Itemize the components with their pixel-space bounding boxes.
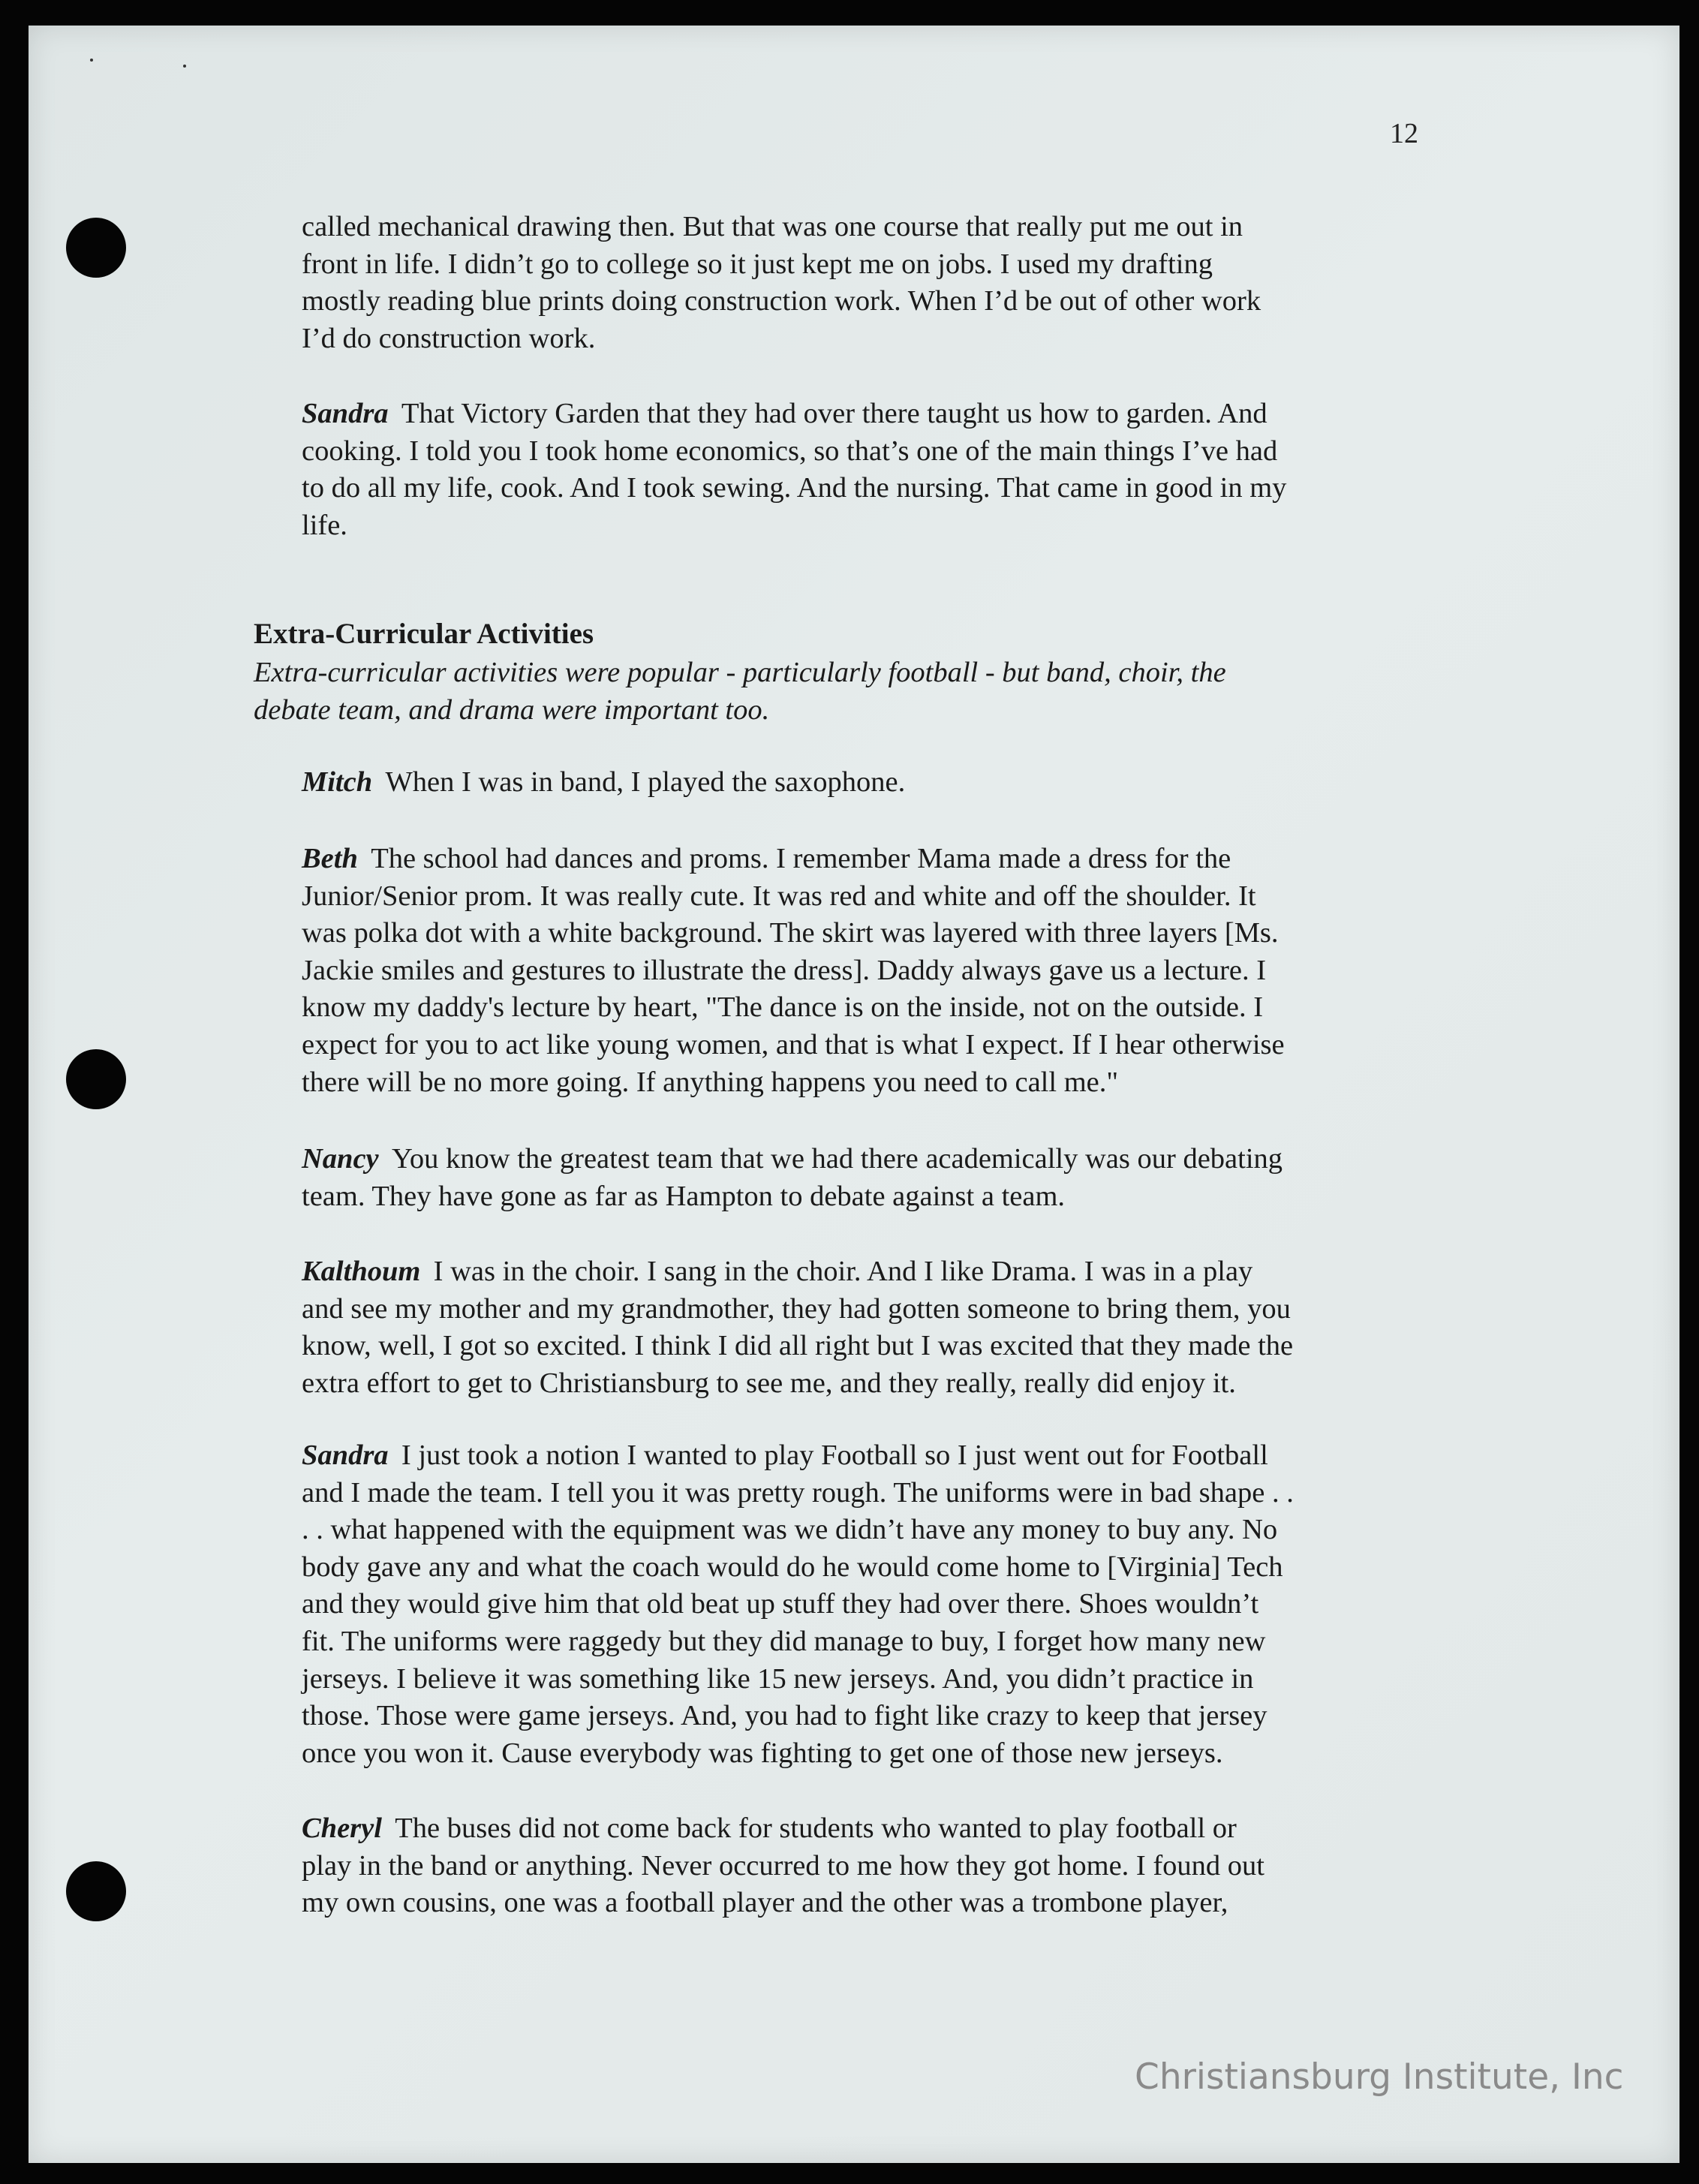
text-line: The buses did not come back for students who wanted to play football or xyxy=(395,1812,1237,1844)
speaker-name: Kalthoum xyxy=(302,1256,421,1287)
text-line: there will be no more going. If anything happens you need to call me." xyxy=(302,1066,1119,1098)
text-line: and I made the team. I tell you it was pretty rough. The uniforms were in bad shape . . xyxy=(302,1476,1294,1509)
text-line: called mechanical drawing then. But that was one course that really put me out in xyxy=(302,211,1243,242)
speaker-name: Beth xyxy=(302,843,358,874)
text-line: You know the greatest team that we had there academically was our debating xyxy=(391,1143,1283,1175)
text-line: The school had dances and proms. I remember Mama made a dress for the xyxy=(371,843,1231,874)
text-line: play in the band or anything. Never occurred to me how they got home. I found out xyxy=(302,1849,1265,1882)
text-line: That Victory Garden that they had over there taught us how to garden. And xyxy=(401,398,1267,429)
testimony-paragraph xyxy=(302,1253,1427,1402)
text-line: jerseys. I believe it was something like 15 new jerseys. And, you didn’t practice in xyxy=(302,1662,1254,1695)
speaker-name: Nancy xyxy=(302,1143,379,1175)
text-line: and see my mother and my grandmother, they had gotten someone to bring them, you xyxy=(302,1292,1291,1325)
section-intro xyxy=(254,654,1226,729)
testimony-paragraph xyxy=(302,764,1427,802)
punch-hole xyxy=(66,1049,126,1109)
text-line: know, well, I got so excited. I think I did all right but I was excited that they made the xyxy=(302,1330,1294,1362)
punch-hole xyxy=(66,218,126,278)
text-line: I just took a notion I wanted to play Football so I just went out for Football xyxy=(401,1439,1268,1471)
text-line: I was in the choir. I sang in the choir. And I like Drama. I was in a play xyxy=(433,1256,1253,1287)
speaker-name: Sandra xyxy=(302,1439,389,1471)
text-line: once you won it. Cause everybody was fighting to get one of those new jerseys. xyxy=(302,1737,1223,1769)
text-line: know my daddy's lecture by heart, "The dance is on the inside, not on the outside. I xyxy=(302,991,1264,1024)
text-line: was polka dot with a white background. The skirt was layered with three layers [Ms. xyxy=(302,917,1279,949)
text-line: my own cousins, one was a football player and the other was a trombone player, xyxy=(302,1887,1228,1919)
paper-speck xyxy=(183,65,186,68)
text-line: extra effort to get to Christiansburg to see me, and they really, really did enjoy it. xyxy=(302,1367,1236,1399)
section-heading: Extra-Curricular Activities xyxy=(254,618,594,650)
text-line: fit. The uniforms were raggedy but they did manage to buy, I forget how many new xyxy=(302,1625,1266,1657)
text-line: front in life. I didn’t go to college so it just kept me on jobs. I used my drafting xyxy=(302,248,1213,280)
text-line: When I was in band, I played the saxophone. xyxy=(385,766,906,798)
continuation-paragraph xyxy=(302,209,1427,357)
text-line: expect for you to act like young women, and that is what I expect. If I hear otherwise xyxy=(302,1028,1285,1060)
text-line: those. Those were game jerseys. And, you had to fight like crazy to keep that jersey xyxy=(302,1700,1267,1732)
text-line: mostly reading blue prints doing construction work. When I’d be out of other work xyxy=(302,285,1261,317)
text-line: and they would give him that old beat up stuff they had over there. Shoes wouldn’t xyxy=(302,1588,1259,1620)
text-line: Junior/Senior prom. It was really cute. It was red and white and off the shoulder. It xyxy=(302,880,1256,912)
testimony-paragraph xyxy=(302,396,1427,544)
page-number: 12 xyxy=(1390,118,1418,149)
text-line: team. They have gone as far as Hampton to debate against a team. xyxy=(302,1180,1066,1212)
testimony-paragraph xyxy=(302,1141,1427,1215)
text-line: Extra-curricular activities were popular - particularly football - but band, choir, the xyxy=(254,657,1226,688)
speaker-name: Mitch xyxy=(302,766,373,798)
text-line: life. xyxy=(302,509,347,541)
text-line: cooking. I told you I took home economics, so that’s one of the main things I’ve had xyxy=(302,435,1278,467)
text-line: debate team, and drama were important too. xyxy=(254,693,770,726)
text-line: Jackie smiles and gestures to illustrate the dress]. Daddy always gave us a lecture. I xyxy=(302,954,1267,986)
testimony-paragraph xyxy=(302,1437,1427,1772)
text-line: . . what happened with the equipment was we didn’t have any money to buy any. No xyxy=(302,1514,1278,1546)
speaker-name: Sandra xyxy=(302,398,389,429)
testimony-paragraph xyxy=(302,1810,1427,1922)
paper-speck xyxy=(90,59,93,62)
text-line: I’d do construction work. xyxy=(302,322,596,354)
text-line: body gave any and what the coach would do he would come home to [Virginia] Tech xyxy=(302,1551,1283,1583)
watermark: Christiansburg Institute, Inc xyxy=(1135,2056,1624,2098)
testimony-paragraph xyxy=(302,841,1427,1101)
speaker-name: Cheryl xyxy=(302,1812,382,1844)
text-line: to do all my life, cook. And I took sewing. And the nursing. That came in good in my xyxy=(302,472,1287,504)
punch-hole xyxy=(66,1861,126,1921)
